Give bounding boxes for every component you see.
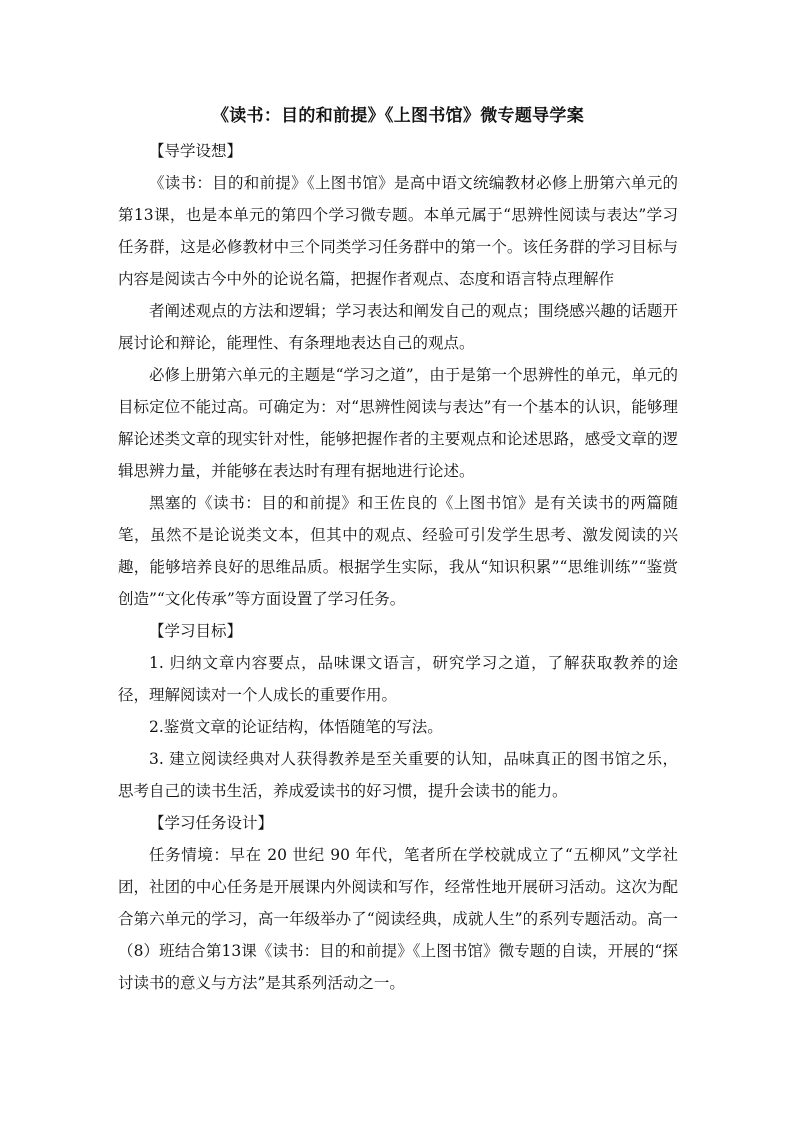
design-paragraph: 黑塞的《读书：目的和前提》和王佐良的《上图书馆》是有关读书的两篇随笔，虽然不是论说类文本，但其中的观点、经验可引发学生思考、激发阅读的兴趣，能够培养良好的思维品质。根据学生实际，我从“知识积累”“思维训练”“鉴赏创造”“文化传承”等方面设置了学习任务。 [118,494,678,608]
design-paragraph: 必修上册第六单元的主题是“学习之道”，由于是第一个思辨性的单元，单元的目标定位不能过高。可确定为：对“思辨性阅读与表达”有一个基本的认识，能够理解论述类文章的现实针对性，能够把握作者的主要观点和论述思路，感受文章的逻辑思辨力量，并能够在表达时有理有据地进行论述。 [118,366,678,480]
design-paragraph: 者阐述观点的方法和逻辑；学习表达和阐发自己的观点；围绕感兴趣的话题开展讨论和辩论，能理性、有条理地表达自己的观点。 [118,302,678,352]
task-paragraph: 任务情境：早在 20 世纪 90 年代，笔者所在学校就成立了“五柳风”文学社团，社团的中心任务是开展课内外阅读和写作，经常性地开展研习活动。这次为配合第六单元的学习，高一年级举办了“阅读经典，成就人生”的系列专题活动。高一（8）班结合第13课《读书：目的和前提》《上图书馆》微专题的自读，开展的“探讨读书的意义与方法”是其系列活动之一。 [118,846,678,992]
document-page [118,101,678,999]
document-title: 《读书：目的和前提》《上图书馆》微专题导学案 [211,106,585,126]
goal-item: 2.鉴赏文章的论证结构，体悟随笔的写法。 [149,718,443,736]
section-heading-design: 【导学设想】 [149,142,243,160]
goal-item: 3. 建立阅读经典对人获得教养是至关重要的认知，品味真正的图书馆之乐，思考自己的读书生活，养成爱读书的好习惯，提升会读书的能力。 [118,750,678,800]
design-paragraph: 《读书：目的和前提》《上图书馆》是高中语文统编教材必修上册第六单元的第13课，也是本单元的第四个学习微专题。本单元属于“思辨性阅读与表达”学习任务群，这是必修教材中三个同类学习任务群中的第一个。该任务群的学习目标与内容是阅读古今中外的论说名篇，把握作者观点、态度和语言特点理解作 [118,174,678,288]
goal-item: 1. 归纳文章内容要点，品味课文语言，研究学习之道，了解获取教养的途径，理解阅读对一个人成长的重要作用。 [118,654,678,704]
section-heading-goals: 【学习目标】 [149,622,243,640]
section-heading-tasks: 【学习任务设计】 [149,814,274,832]
